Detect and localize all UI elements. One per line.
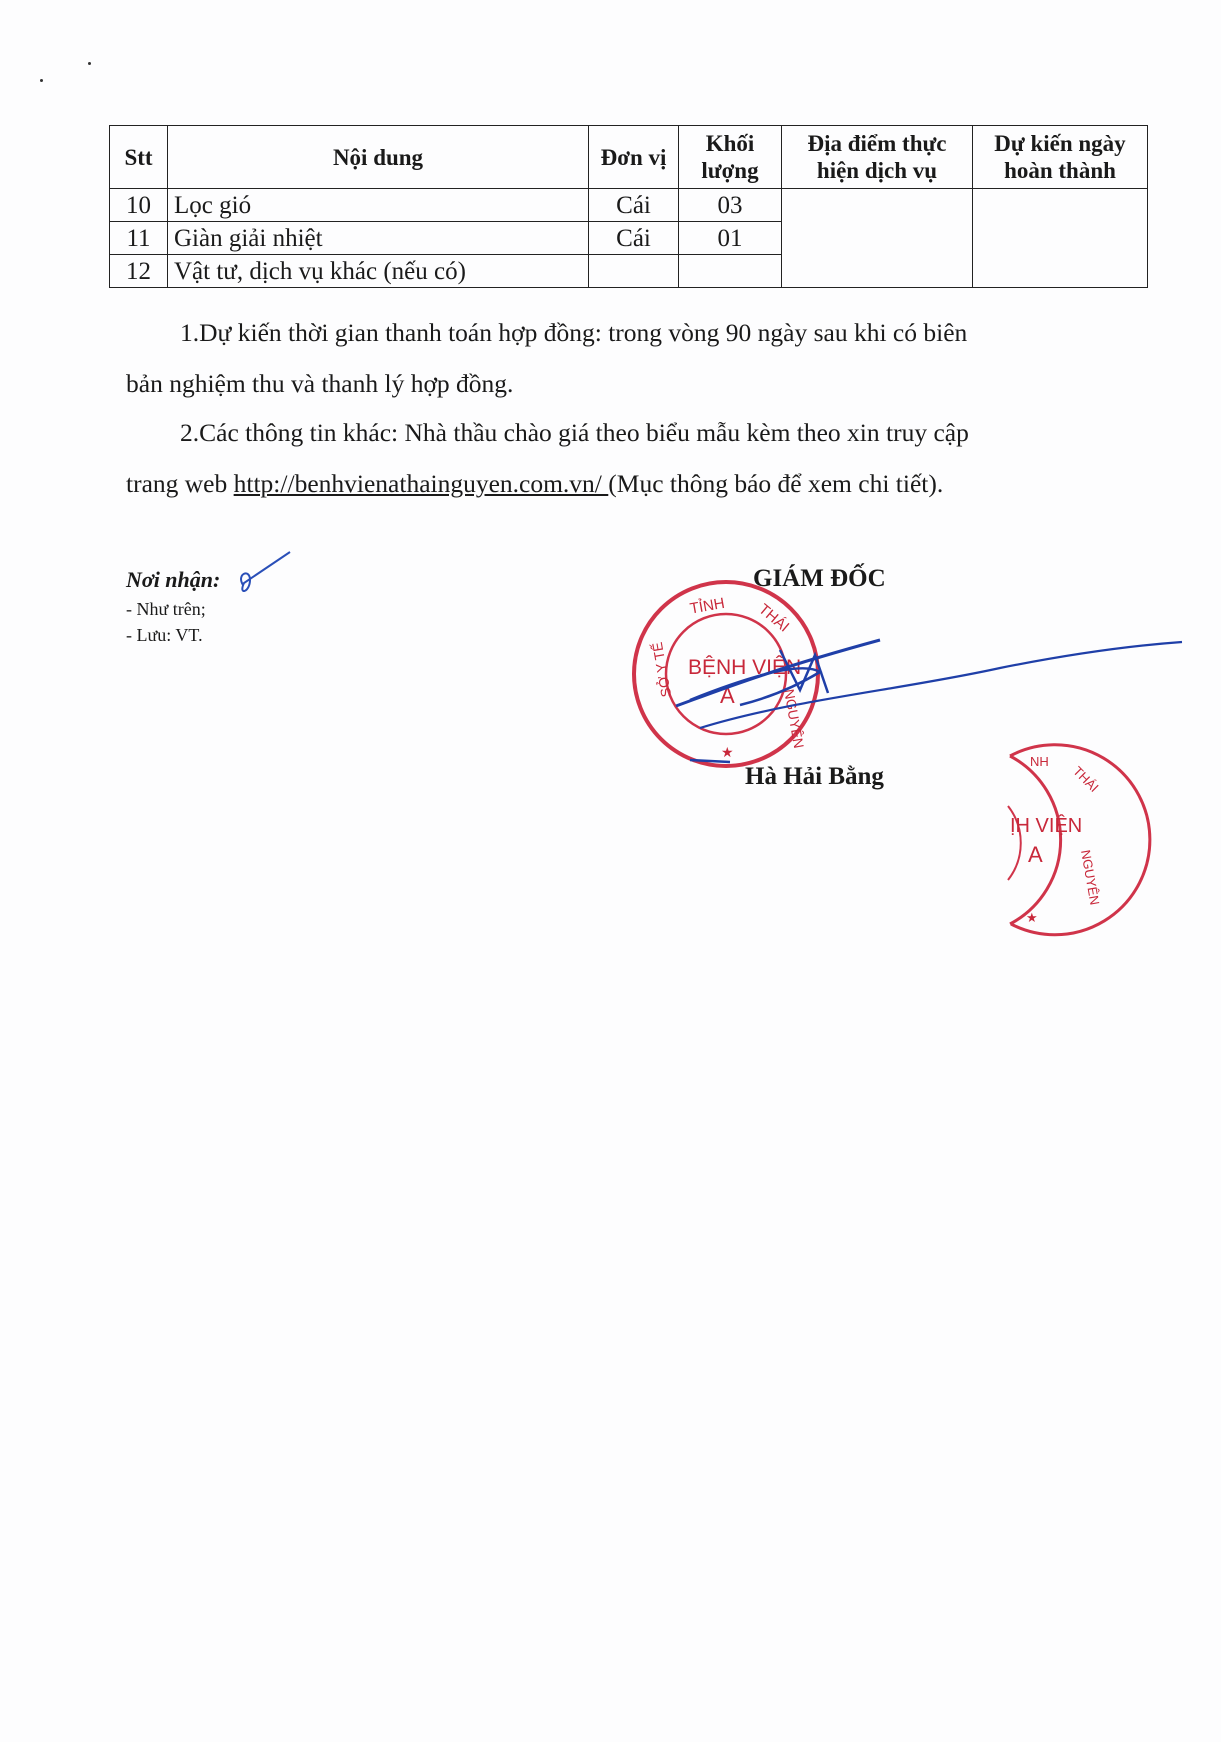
partial-stamp-lower-text: NGUYÊN <box>1078 848 1103 907</box>
cell-stt: 12 <box>110 255 168 288</box>
stamp-right-text: NGUYÊN <box>781 687 808 750</box>
partial-stamp <box>1008 745 1150 935</box>
partial-stamp-letter: A <box>1028 842 1043 867</box>
header-stt: Stt <box>110 126 168 189</box>
cell-quantity: 01 <box>679 222 782 255</box>
other-info-line-1: 2.Các thông tin khác: Nhà thầu chào giá theo biểu mẫu kèm theo xin truy cập <box>180 418 969 447</box>
other-info-line-2: trang web http://benhvienathainguyen.com.vn/ (Mục thông báo để xem chi tiết). <box>126 469 944 498</box>
official-stamp <box>634 582 818 766</box>
header-quantity: Khối lượng <box>679 126 782 189</box>
partial-stamp-text: ỊH VIỆN <box>1010 815 1083 837</box>
website-link[interactable]: http://benhvienathainguyen.com.vn/ <box>233 469 609 498</box>
stamp-top-right-text: THÁI <box>755 600 793 636</box>
partial-stamp-top-text: NH <box>1030 754 1049 769</box>
stamp-letter: A <box>720 683 735 708</box>
cell-unit: Cái <box>589 189 679 222</box>
cell-content: Vật tư, dịch vụ khác (nếu có) <box>168 255 589 288</box>
recipients-title: Nơi nhận: <box>126 567 221 592</box>
director-title: GIÁM ĐỐC <box>753 565 886 592</box>
header-content: Nội dung <box>168 126 589 189</box>
recipient-item: - Như trên; <box>126 599 206 619</box>
stamp-top-left-text: TỈNH <box>688 594 727 618</box>
stamp-left-text: SỞ Y TẾ <box>648 640 675 699</box>
initial-mark <box>241 552 290 591</box>
cell-unit: Cái <box>589 222 679 255</box>
director-name: Hà Hải Bằng <box>745 763 884 790</box>
cell-quantity: 03 <box>679 189 782 222</box>
payment-line-1: 1.Dự kiến thời gian thanh toán hợp đồng: trong vòng 90 ngày sau khi có biên <box>180 318 968 347</box>
cell-content: Giàn giải nhiệt <box>168 222 589 255</box>
header-completion-date: Dự kiến ngày hoàn thành <box>973 126 1148 189</box>
cell-stt: 11 <box>110 222 168 255</box>
header-unit: Đơn vị <box>589 126 679 189</box>
header-location: Địa điểm thực hiện dịch vụ <box>782 126 973 189</box>
payment-line-2: bản nghiệm thu và thanh lý hợp đồng. <box>126 369 514 398</box>
partial-stamp-star: ★ <box>1026 910 1038 925</box>
recipient-item: - Lưu: VT. <box>126 625 203 645</box>
partial-stamp-right-text: THÁI <box>1070 763 1102 795</box>
cell-stt: 10 <box>110 189 168 222</box>
stamp-center-text: BỆNH VIỆN <box>688 656 802 679</box>
stamp-star: ★ <box>721 744 734 760</box>
cell-content: Lọc gió <box>168 189 589 222</box>
